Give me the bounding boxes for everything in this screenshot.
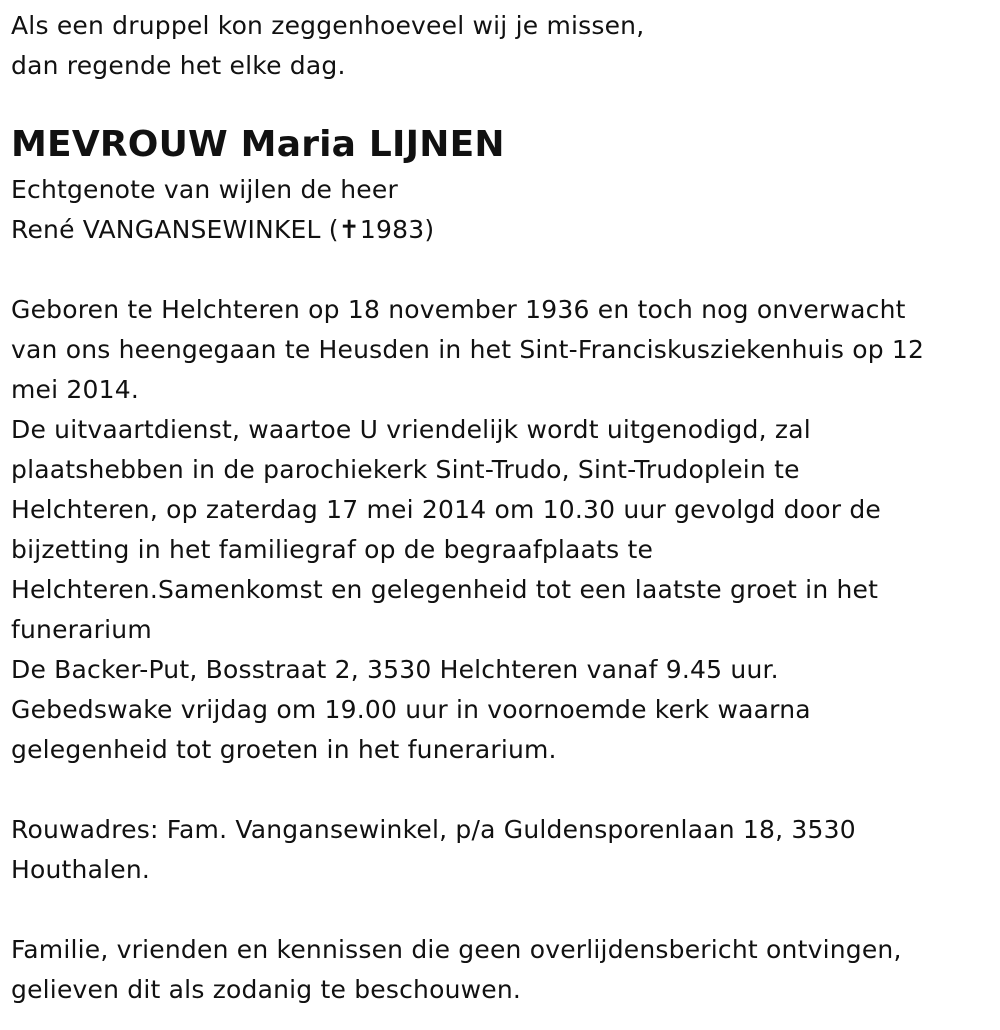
announcement-line: bijzetting in het familiegraf op de begraafplaats te (11, 535, 654, 564)
announcement-line: Geboren te Helchteren op 18 november 1936 en toch nog onverwacht (11, 295, 906, 324)
announcement-line: gelegenheid tot groeten in het funerarium. (11, 735, 557, 764)
spouse-line: Echtgenote van wijlen de heer (11, 175, 398, 204)
spouse-info (11, 170, 986, 250)
announcement-line: plaatshebben in de parochiekerk Sint-Trudo, Sint-Trudoplein te (11, 455, 800, 484)
closing-note (11, 930, 986, 1010)
spouse-death-year: 1983) (359, 215, 435, 244)
announcement-line: De Backer-Put, Bosstraat 2, 3530 Helchteren vanaf 9.45 uur. (11, 655, 779, 684)
announcement-line: van ons heengegaan te Heusden in het Sint-Franciskusziekenhuis op 12 (11, 335, 925, 364)
spacer (11, 250, 986, 290)
mourning-address-line: Rouwadres: Fam. Vangansewinkel, p/a Guldensporenlaan 18, 3530 (11, 815, 856, 844)
closing-line: Familie, vrienden en kennissen die geen overlijdensbericht ontvingen, (11, 935, 902, 964)
mourning-address-line: Houthalen. (11, 855, 151, 884)
closing-line: gelieven dit als zodanig te beschouwen. (11, 975, 522, 1004)
deceased-name: MEVROUW Maria LIJNEN (11, 124, 505, 165)
quote-line: dan regende het elke dag. (11, 51, 346, 80)
mourning-address (11, 810, 986, 890)
announcement-line: Helchteren.Samenkomst en gelegenheid tot een laatste groet in het (11, 575, 879, 604)
spacer (11, 770, 986, 810)
spouse-name-line (11, 210, 986, 250)
announcement-body (11, 290, 986, 770)
obituary-document (11, 6, 986, 1010)
cross-icon: ✝ (338, 215, 360, 244)
announcement-line: Gebedswake vrijdag om 19.00 uur in voornoemde kerk waarna (11, 695, 811, 724)
quote-line: Als een druppel kon zeggenhoeveel wij je missen, (11, 11, 645, 40)
spouse-name: René VANGANSEWINKEL ( (11, 215, 339, 244)
announcement-line: De uitvaartdienst, waartoe U vriendelijk wordt uitgenodigd, zal (11, 415, 811, 444)
announcement-line: Helchteren, op zaterdag 17 mei 2014 om 10.30 uur gevolgd door de (11, 495, 882, 524)
announcement-line: funerarium (11, 615, 152, 644)
opening-quote (11, 6, 986, 86)
announcement-line: mei 2014. (11, 375, 139, 404)
spacer (11, 890, 986, 930)
